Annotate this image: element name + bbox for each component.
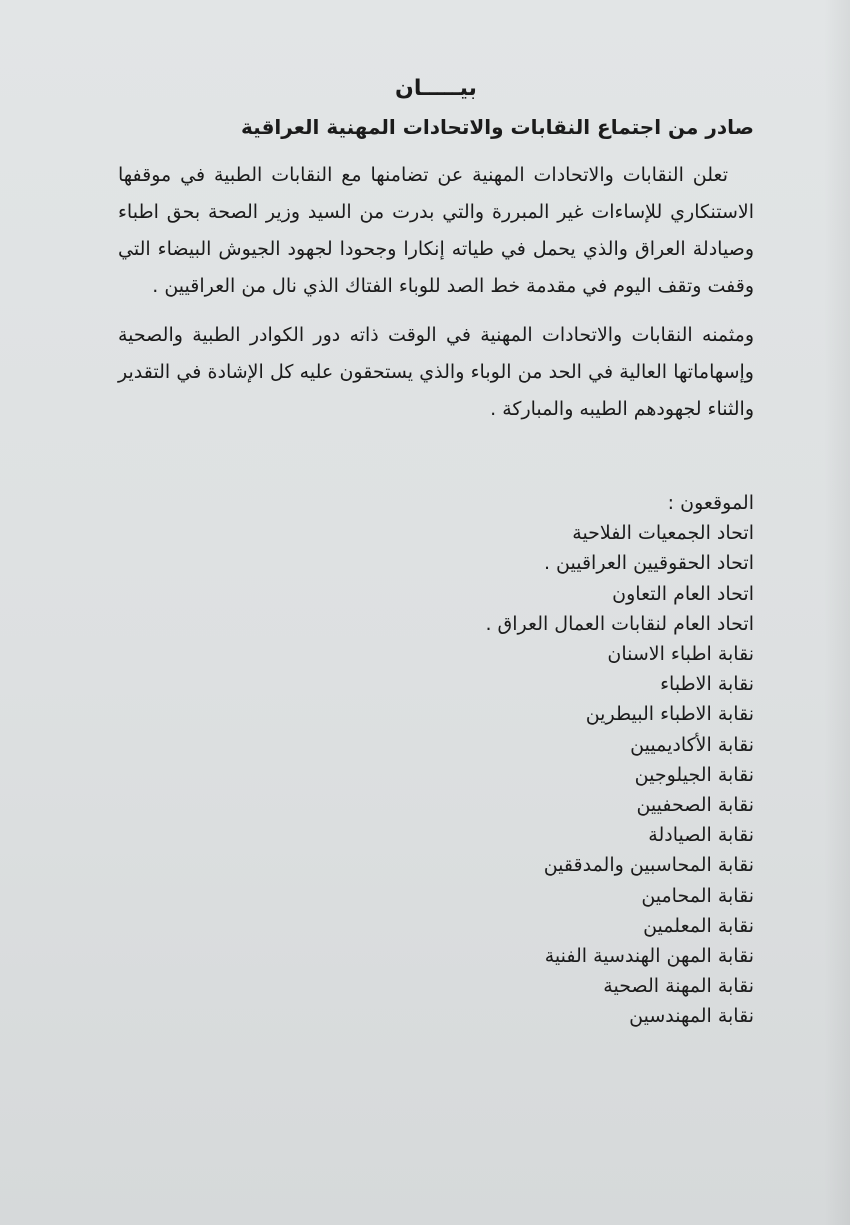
signer-item: نقابة الجيلوجين bbox=[634, 763, 754, 786]
signers-label: الموقعون : bbox=[667, 492, 754, 514]
signers-section bbox=[118, 488, 754, 1032]
document-subtitle: صادر من اجتماع النقابات والاتحادات المهنية العراقية bbox=[241, 115, 754, 139]
signer-item: اتحاد العام التعاون bbox=[612, 582, 754, 605]
signers-list bbox=[118, 518, 754, 1031]
signer-item: نقابة الصحفيين bbox=[636, 794, 754, 817]
signer-item: نقابة المهندسين bbox=[629, 1005, 754, 1028]
document-title: بيـــــان bbox=[395, 76, 477, 101]
signer-item: نقابة المحاسبين والمدققين bbox=[543, 854, 754, 877]
signer-item: نقابة الصيادلة bbox=[648, 824, 754, 847]
signer-item: نقابة المعلمين bbox=[643, 914, 754, 937]
signer-item: نقابة الاطباء bbox=[660, 673, 754, 696]
signer-item: نقابة المحامين bbox=[641, 884, 754, 907]
page-edge-shadow bbox=[824, 0, 850, 1225]
signer-item: اتحاد الحقوقيين العراقيين . bbox=[543, 552, 754, 575]
signer-item: نقابة الأكاديميين bbox=[630, 733, 754, 756]
document-body bbox=[118, 70, 754, 1032]
signer-item: نقابة اطباء الاسنان bbox=[607, 643, 754, 666]
signer-item: اتحاد الجمعيات الفلاحية bbox=[572, 522, 754, 545]
signer-item: نقابة الاطباء البيطرين bbox=[585, 703, 754, 726]
paragraph-2: ومثمنه النقابات والاتحادات المهنية في الوقت ذاته دور الكوادر الطبية والصحية وإسهاماتها العالية في الحد من الوباء والذي يستحقون عليه كل الإشادة في التقدير والثناء لجهودهم الطيبه والمباركة . bbox=[118, 324, 754, 420]
signer-item: نقابة المهنة الصحية bbox=[603, 975, 754, 998]
signer-item: نقابة المهن الهندسية الفنية bbox=[544, 945, 754, 968]
signer-item: اتحاد العام لنقابات العمال العراق . bbox=[485, 612, 754, 635]
paragraph-1: تعلن النقابات والاتحادات المهنية عن تضامنها مع النقابات الطبية في موقفها الاستنكاري للإساءات غير المبررة والتي بدرت من السيد وزير الصحة بحق اطباء وصيادلة العراق والذي يحمل في طياته إنكارا وجحودا لجهود الجيوش البيضاء التي وقفت وتقف اليوم في مقدمة خط الصد للوباء الفتاك الذي نال من العراقيين . bbox=[118, 164, 754, 297]
